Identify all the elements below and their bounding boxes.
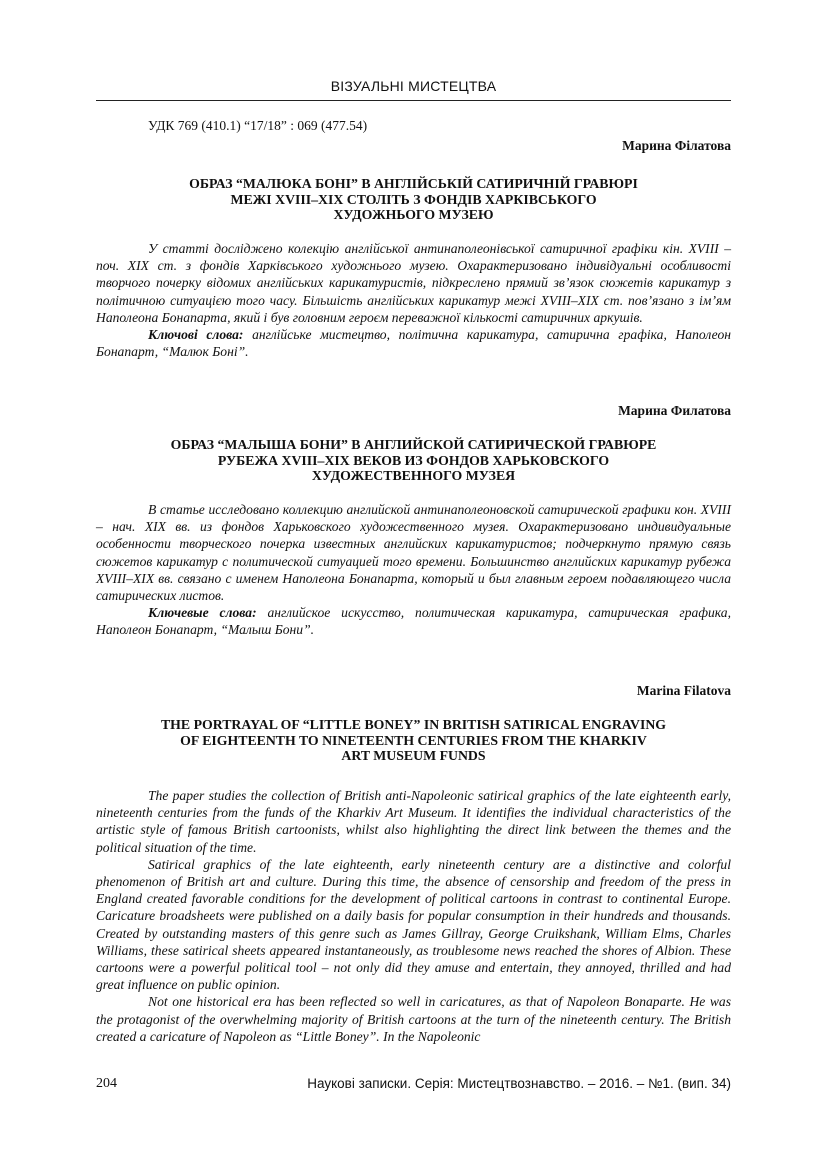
title-line: МЕЖІ XVIII–XIX СТОЛІТЬ З ФОНДІВ ХАРКІВСЬКОГО	[230, 191, 597, 207]
abstract-uk	[96, 240, 731, 360]
abstract-text: В статье исследовано коллекцию английской антинаполеоновской сатирической графики кон. XVIII – нач. XIX вв. из фондов Харьковского художественного музея. Охарактеризовано индивидуальные особенности творческого почерка известных английских карикатуристов; подчеркнуто прямую связь сюжетов карикатур с политической ситуацией того времени. Большинство английских карикатур рубежа XVIII–XIX вв. связано с именем Наполеона Бонапарта, который и был главным героем подавляющего числа сатирических листов.	[96, 502, 731, 604]
keywords-ru	[96, 604, 731, 638]
author-ru: Марина Филатова	[618, 403, 731, 418]
keywords-label: Ключові слова:	[148, 327, 244, 343]
title-line: OF EIGHTEENTH TO NINETEENTH CENTURIES FROM THE KHARKIV	[180, 732, 647, 748]
journal-citation: Наукові записки. Серія: Мистецтвознавство. – 2016. – №1. (вип. 34)	[307, 1076, 731, 1091]
paragraph: Satirical graphics of the late eighteenth, early nineteenth century are a distinctive and colorful phenomenon of British art and culture. During this time, the absence of censorship and freedom of the press in England created favorable conditions for the development of political cartoons in contrast to continental Europe. Caricature broadsheets were published on a daily basis for popular consumption in their hundreds and thousands. Created by outstanding masters of this genre such as James Gillray, George Cruikshank, William Elms, Charles Williams, these satirical sheets appeared instantaneously, as troublesome news reached the shores of Albion. These cartoons were a powerful political tool – not only did they amuse and entertain, they annoyed, thrilled and had great influence on public opinion.	[96, 856, 731, 993]
title-line: ОБРАЗ “МАЛЫША БОНИ” В АНГЛИЙСКОЙ САТИРИЧЕСКОЙ ГРАВЮРЕ	[170, 437, 657, 452]
abstract-text: У статті досліджено колекцію англійської антинаполеонівської сатиричної графіки кін. XVIII – поч. XIX ст. з фондів Харківського художнього музею. Охарактеризовано індивідуальні особливості творчого почерку відомих англійських карикатуристів, підкреслено прямий зв’язок сюжетів карикатур з політичною ситуацією того часу. Більшість англійських карикатур межі XVIII–XIX ст. пов’язано з ім’ям Наполеона Бонапарта, який і був головним героєм переважної кількості сатиричних аркушів.	[96, 241, 731, 325]
title-line: РУБЕЖА XVIII–XIX ВЕКОВ ИЗ ФОНДОВ ХАРЬКОВСКОГО	[217, 452, 610, 468]
title-ru	[96, 437, 731, 484]
running-header: ВІЗУАЛЬНІ МИСТЕЦТВА	[330, 78, 497, 94]
header-divider	[96, 100, 731, 101]
title-line: ОБРАЗ “МАЛЮКА БОНІ” В АНГЛІЙСЬКІЙ САТИРИЧНІЙ ГРАВЮРІ	[189, 176, 638, 191]
paragraph: The paper studies the collection of British anti-Napoleonic satirical graphics of the late eighteenth early, nineteenth centuries from the funds of the Kharkiv Art Museum. It identifies the individual characteristics of the artistic style of famous British cartoonists, whilst also highlighting the direct link between the themes and the political situation of the time.	[96, 788, 731, 855]
title-en	[96, 717, 731, 764]
keywords-uk	[96, 326, 731, 360]
udk-code: УДК 769 (410.1) “17/18” : 069 (477.54)	[148, 118, 368, 133]
title-line: ART MUSEUM FUNDS	[341, 748, 486, 763]
paragraph: Not one historical era has been reflected so well in caricatures, as that of Napoleon Bonaparte. He was the protagonist of the overwhelming majority of British cartoons at the turn of the nineteenth century. The British created a caricature of Napoleon as “Little Boney”. In the Napoleonic	[96, 994, 731, 1044]
author-en: Marina Filatova	[636, 683, 731, 698]
page-number: 204	[96, 1076, 117, 1091]
title-line: ХУДОЖНЬОГО МУЗЕЮ	[333, 207, 494, 222]
title-line: THE PORTRAYAL OF “LITTLE BONEY” IN BRITISH SATIRICAL ENGRAVING	[160, 717, 667, 732]
title-line: ХУДОЖЕСТВЕННОГО МУЗЕЯ	[311, 468, 516, 483]
abstract-ru	[96, 501, 731, 639]
author-uk: Марина Філатова	[622, 138, 731, 153]
title-uk	[96, 176, 731, 223]
body-en	[96, 787, 731, 1045]
keywords-text: английское искусство, политическая карикатура, сатирическая графика, Наполеон Бонапарт, “Малыш Бони”.	[96, 605, 731, 638]
keywords-text: англійське мистецтво, політична карикатура, сатирична графіка, Наполеон Бонапарт, “Малюк Боні”.	[96, 327, 731, 360]
keywords-label: Ключевые слова:	[148, 605, 257, 621]
